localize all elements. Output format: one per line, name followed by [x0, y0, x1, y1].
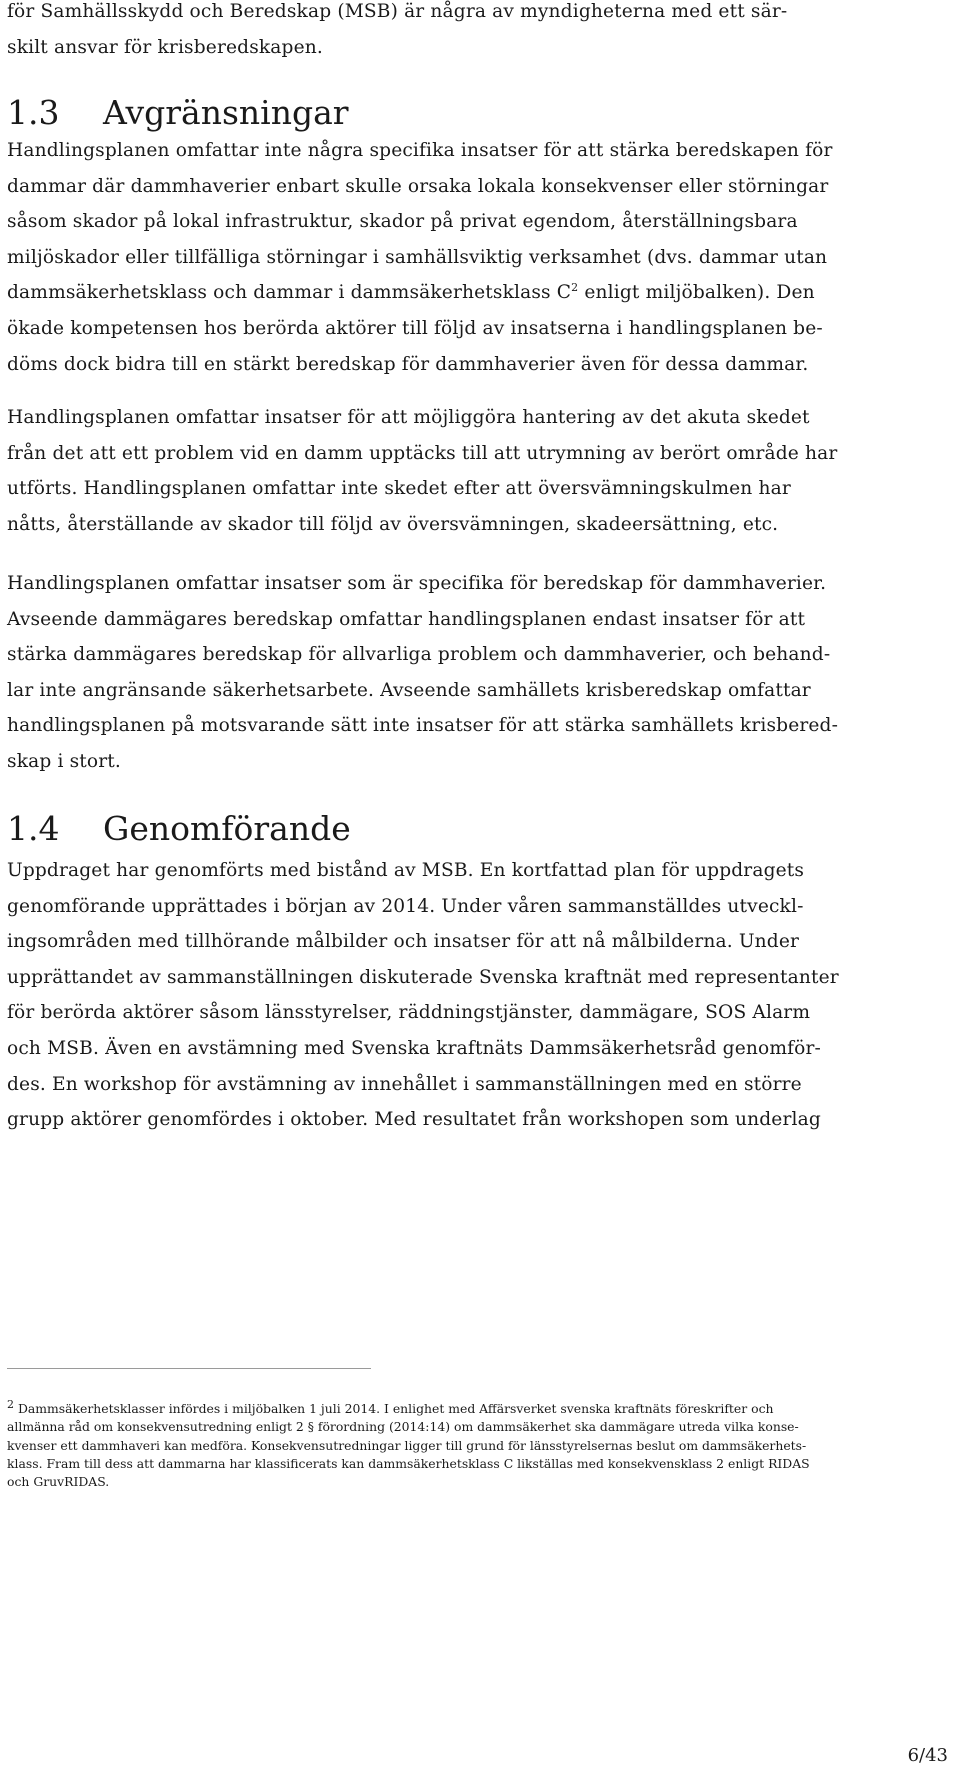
section-title: Genomförande — [103, 809, 351, 848]
text-line: des. En workshop för avstämning av innehållet i sammanställningen med en större — [7, 1073, 802, 1095]
text-line: skilt ansvar för krisberedskapen. — [7, 36, 323, 58]
footnote-line: och GruvRIDAS. — [7, 1474, 110, 1490]
page-number: 6/43 — [907, 1745, 948, 1766]
text-line: Handlingsplanen omfattar inte några specifika insatser för att stärka beredskapen för — [7, 140, 833, 161]
footnote-line — [7, 1397, 957, 1418]
section-number: 1.4 — [7, 809, 60, 848]
text-line: ökade kompetensen hos berörda aktörer till följd av insatserna i handlingsplanen be- — [7, 317, 823, 339]
section-heading-avgransningar — [7, 92, 349, 134]
text-line: Avseende dammägares beredskap omfattar handlingsplanen endast insatser för att — [7, 608, 806, 630]
text-line: för berörda aktörer såsom länsstyrelser, räddningstjänster, dammägare, SOS Alarm — [7, 1002, 811, 1024]
footnote-reference: 2 — [571, 281, 579, 295]
footnote-line: kvenser ett dammhaveri kan medföra. Konsekvensutredningar ligger till grund för länsstyrelsernas beslut om dammsäkerhets- — [7, 1437, 807, 1453]
text-line: upprättandet av sammanställningen diskuterade Svenska kraftnät med representanter — [7, 966, 839, 988]
text-line: från det att ett problem vid en damm upptäcks till att utrymning av berört område har — [7, 442, 838, 464]
paragraph — [7, 566, 947, 780]
text-line: stärka dammägares beredskap för allvarliga problem och dammhaverier, och behand- — [7, 644, 831, 666]
text-line — [7, 275, 947, 311]
paragraph — [7, 853, 947, 1138]
text-segment: enligt miljöbalken). Den — [578, 282, 815, 304]
text-line: skap i stort. — [7, 750, 121, 772]
text-line: miljöskador eller tillfälliga störningar i samhällsviktig verksamhet (dvs. dammar utan — [7, 246, 828, 268]
paragraph — [7, 400, 947, 542]
intro-paragraph — [7, 0, 947, 65]
text-line: nåtts, återställande av skador till följd av översvämningen, skadeersättning, etc. — [7, 513, 779, 535]
text-segment: Dammsäkerhetsklasser infördes i miljöbalken 1 juli 2014. I enlighet med Affärsverket svenska kraftnäts föreskrifter och — [14, 1401, 774, 1416]
paragraph — [7, 133, 947, 382]
text-line: Uppdraget har genomförts med bistånd av MSB. En kortfattad plan för uppdragets — [7, 860, 805, 881]
footnote-line: allmänna råd om konsekvensutredning enligt 2 § förordning (2014:14) om dammsäkerhet ska dammägare utreda vilka konse- — [7, 1419, 799, 1435]
text-line: Handlingsplanen omfattar insatser för att möjliggöra hantering av det akuta skedet — [7, 407, 810, 428]
text-line: döms dock bidra till en stärkt beredskap för dammhaverier även för dessa dammar. — [7, 353, 809, 375]
text-segment: dammsäkerhetsklass och dammar i dammsäkerhetsklass C — [7, 282, 572, 304]
section-heading-genomforande — [7, 808, 351, 850]
text-line: såsom skador på lokal infrastruktur, skador på privat egendom, återställningsbara — [7, 211, 798, 233]
text-line: dammar där dammhaverier enbart skulle orsaka lokala konsekvenser eller störningar — [7, 175, 829, 197]
text-line: och MSB. Även en avstämning med Svenska kraftnäts Dammsäkerhetsråd genomför- — [7, 1037, 821, 1059]
text-line: handlingsplanen på motsvarande sätt inte insatser för att stärka samhällets krisbered- — [7, 715, 839, 737]
footnote-divider — [7, 1368, 371, 1369]
section-title: Avgränsningar — [103, 93, 349, 132]
text-line: grupp aktörer genomfördes i oktober. Med resultatet från workshopen som underlag — [7, 1109, 821, 1131]
footnote-line: klass. Fram till dess att dammarna har klassificerats kan dammsäkerhetsklass C likställas med konsekvensklass 2 enligt RIDAS — [7, 1455, 810, 1471]
text-line: lar inte angränsande säkerhetsarbete. Avseende samhällets krisberedskap omfattar — [7, 679, 811, 701]
text-line: Handlingsplanen omfattar insatser som är specifika för beredskap för dammhaverier. — [7, 573, 827, 594]
text-line: för Samhällsskydd och Beredskap (MSB) är några av myndigheterna med ett sär- — [7, 1, 788, 22]
section-number: 1.3 — [7, 93, 60, 132]
text-line: utförts. Handlingsplanen omfattar inte skedet efter att översvämningskulmen har — [7, 478, 791, 500]
footnote — [7, 1397, 957, 1491]
text-line: ingsområden med tillhörande målbilder och insatser för att nå målbilderna. Under — [7, 931, 800, 953]
footnote-marker: 2 — [7, 1397, 14, 1411]
text-line: genomförande upprättades i början av 2014. Under våren sammanställdes utveckl- — [7, 895, 804, 917]
